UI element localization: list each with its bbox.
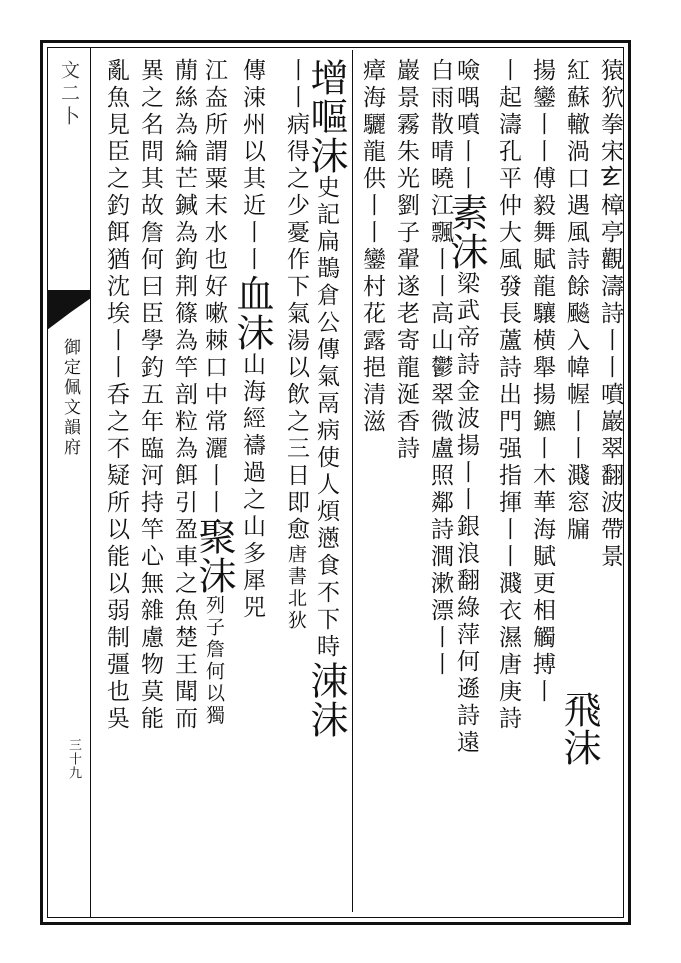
column-text: 猿狖拳宋𤣥樟亭觀濤詩丨丨噴巖翠翻波帶景 (597, 58, 623, 571)
headword-zeng-ou-mo: 增嘔沫 (304, 58, 348, 175)
text-column-14 (138, 58, 161, 908)
text-column-9 (304, 58, 348, 908)
column-text: 噞喁噴丨丨 (453, 58, 479, 193)
column-text: 紅蘇轍渦口遇風詩餘飈入幃幄丨丨濺窓牖 (563, 58, 589, 544)
text-column-3 (530, 58, 553, 908)
column-text: 丨起濤孔平仲大風發長蘆詩出門强指揮丨丨濺衣濕唐庚詩 (495, 58, 521, 733)
headword-su2-mo: 涑沫 (304, 661, 348, 739)
text-column-12 (192, 58, 236, 908)
column-text: 傳涑州以其近丨丨 (239, 58, 265, 274)
column-text: 北狄 (285, 588, 307, 632)
column-text: 揚鑾丨丨傅毅舞賦龍驤横舉揚鑣丨木華海賦更相觸搏丨 (529, 58, 555, 706)
text-columns (95, 50, 623, 912)
text-column-2 (564, 58, 587, 908)
text-column-15 (104, 58, 127, 908)
text-column-10 (284, 58, 307, 908)
column-text: 蕑絲為綸芒鍼為鉤荆篠為竿剖粒為餌引盈車之魚楚王聞而 (171, 58, 197, 733)
fishtail-ornament (47, 290, 91, 330)
column-text: 唐書 (285, 544, 307, 588)
text-column-11 (230, 58, 274, 908)
column-text: 異之名問其故詹何曰臣學釣五年臨河持竿心無雜慮物莫能 (137, 58, 163, 733)
text-column-8 (360, 58, 383, 908)
column-text: 亂魚見臣之釣餌猶沈埃丨丨呑之不疑所以能以弱制彊也吳 (103, 58, 129, 733)
column-text: 好嗽棘口中常灑丨丨 (201, 274, 227, 517)
column-text: 史記扁鵲倉公傳氣鬲病使人煩懣食不下時 (313, 175, 339, 661)
column-text: 山海經禱過之山多犀兕 (239, 352, 265, 622)
headword-su-mo: 素沫 (444, 193, 488, 271)
headword-ju-mo: 聚沫 (192, 517, 236, 595)
headword-fei-mo: 飛沫 (557, 690, 601, 766)
column-text: 瘴海驪龍供丨丨鑾村花露挹清滋 (359, 58, 385, 436)
text-column-6 (428, 58, 451, 908)
text-column-13 (172, 58, 195, 908)
text-column-1 (598, 58, 621, 908)
column-text: 巖景霧朱光劉子翬遂老寄龍涎香詩 (393, 58, 419, 463)
headword-xue-mo: 血沫 (230, 274, 274, 352)
column-text: 列子詹 (203, 595, 225, 661)
spine-book-title: 御定佩文韻府 (60, 338, 80, 458)
spine-page-number: 三十九 (66, 738, 81, 780)
section-divider (352, 50, 353, 912)
spine-top-text: 文二卜 (58, 60, 80, 129)
column-text: 白雨散晴曉 (427, 58, 453, 193)
column-text: 江飄丨丨高山鬱翠微盧照鄰詩澗漱漂丨丨 (427, 193, 453, 679)
column-text: 梁武帝詩金波揚丨丨銀浪翻綠萍何遜詩遠 (453, 271, 479, 757)
text-column-7 (394, 58, 417, 908)
book-spine-margin (47, 47, 91, 918)
column-text: 江盇所謂粟末水也 (201, 58, 227, 274)
column-text: 何以獨 (203, 661, 225, 727)
column-text: 丨丨病得之少憂作下氣湯以飲之三日即愈 (283, 58, 309, 544)
text-column-4 (496, 58, 519, 908)
